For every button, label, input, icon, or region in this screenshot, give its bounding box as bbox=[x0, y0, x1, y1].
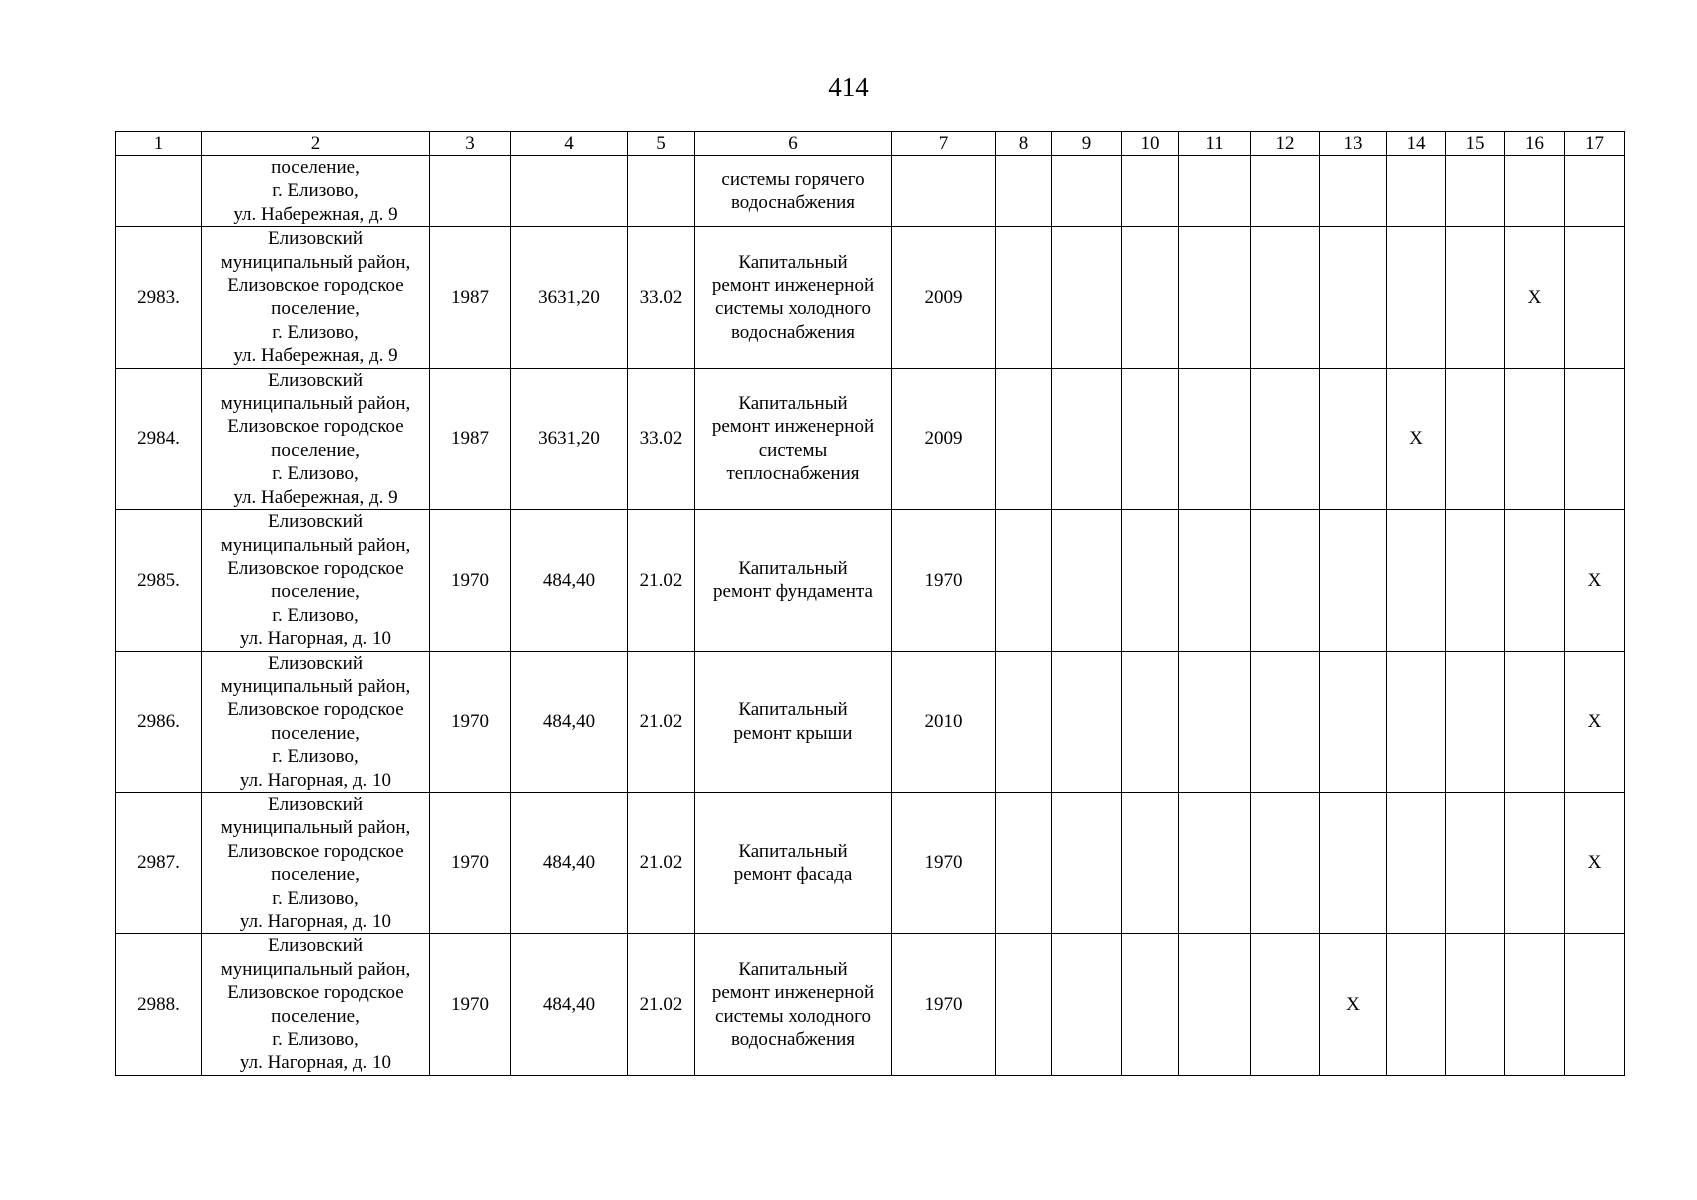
mark-cell: X bbox=[1565, 510, 1625, 651]
repair-year-cell bbox=[892, 156, 996, 227]
mark-cell bbox=[996, 227, 1052, 368]
year-built-cell: 1970 bbox=[430, 510, 511, 651]
mark-cell bbox=[1387, 510, 1446, 651]
mark-cell bbox=[996, 368, 1052, 509]
mark-cell bbox=[1179, 510, 1251, 651]
area-cell: 3631,20 bbox=[511, 227, 628, 368]
address-cell: поселение, г. Елизово, ул. Набережная, д. 9 bbox=[202, 156, 430, 227]
mark-cell bbox=[1179, 156, 1251, 227]
mark-cell bbox=[1505, 156, 1565, 227]
mark-cell bbox=[1052, 792, 1122, 933]
mark-cell bbox=[1320, 156, 1387, 227]
work-type-cell: системы горячего водоснабжения bbox=[695, 156, 892, 227]
mark-cell bbox=[1505, 792, 1565, 933]
data-rows bbox=[116, 227, 1625, 1076]
mark-cell bbox=[1122, 510, 1179, 651]
address-cell: Елизовский муниципальный район, Елизовское городское поселение, г. Елизово, ул. Набережная, д. 9 bbox=[202, 368, 430, 509]
code-cell: 21.02 bbox=[628, 792, 695, 933]
code-cell: 21.02 bbox=[628, 510, 695, 651]
work-type-cell: Капитальный ремонт крыши bbox=[695, 651, 892, 792]
mark-cell bbox=[1505, 368, 1565, 509]
code-cell: 33.02 bbox=[628, 227, 695, 368]
mark-cell bbox=[1251, 156, 1320, 227]
column-header: 5 bbox=[628, 132, 695, 156]
year-built-cell: 1970 bbox=[430, 651, 511, 792]
mark-cell bbox=[1565, 156, 1625, 227]
mark-cell bbox=[1251, 934, 1320, 1075]
mark-cell bbox=[1251, 510, 1320, 651]
table-row bbox=[116, 368, 1625, 509]
row-number-cell: 2986. bbox=[116, 651, 202, 792]
mark-cell bbox=[1387, 156, 1446, 227]
mark-cell: X bbox=[1565, 651, 1625, 792]
column-header: 1 bbox=[116, 132, 202, 156]
mark-cell bbox=[1505, 651, 1565, 792]
mark-cell bbox=[1446, 227, 1505, 368]
mark-cell bbox=[1505, 934, 1565, 1075]
column-header: 6 bbox=[695, 132, 892, 156]
column-header: 2 bbox=[202, 132, 430, 156]
mark-cell bbox=[1122, 792, 1179, 933]
mark-cell bbox=[1251, 227, 1320, 368]
column-header: 17 bbox=[1565, 132, 1625, 156]
mark-cell bbox=[1446, 934, 1505, 1075]
mark-cell bbox=[1052, 510, 1122, 651]
repair-year-cell: 2009 bbox=[892, 227, 996, 368]
column-header: 12 bbox=[1251, 132, 1320, 156]
column-header: 8 bbox=[996, 132, 1052, 156]
area-cell: 3631,20 bbox=[511, 368, 628, 509]
row-number-cell: 2984. bbox=[116, 368, 202, 509]
code-cell: 33.02 bbox=[628, 368, 695, 509]
mark-cell bbox=[1122, 368, 1179, 509]
table-row bbox=[116, 227, 1625, 368]
work-type-cell: Капитальный ремонт фасада bbox=[695, 792, 892, 933]
column-header: 4 bbox=[511, 132, 628, 156]
mark-cell bbox=[996, 156, 1052, 227]
mark-cell bbox=[1179, 934, 1251, 1075]
row-number-cell: 2983. bbox=[116, 227, 202, 368]
mark-cell bbox=[996, 934, 1052, 1075]
address-cell: Елизовский муниципальный район, Елизовское городское поселение, г. Елизово, ул. Нагорная, д. 10 bbox=[202, 934, 430, 1075]
work-type-cell: Капитальный ремонт фундамента bbox=[695, 510, 892, 651]
repair-year-cell: 1970 bbox=[892, 510, 996, 651]
mark-cell bbox=[1320, 792, 1387, 933]
mark-cell bbox=[1251, 368, 1320, 509]
area-cell: 484,40 bbox=[511, 510, 628, 651]
mark-cell: X bbox=[1387, 368, 1446, 509]
table-row bbox=[116, 510, 1625, 651]
code-cell: 21.02 bbox=[628, 651, 695, 792]
code-cell: 21.02 bbox=[628, 934, 695, 1075]
mark-cell bbox=[1122, 227, 1179, 368]
mark-cell bbox=[1565, 934, 1625, 1075]
mark-cell bbox=[1052, 934, 1122, 1075]
mark-cell bbox=[1251, 792, 1320, 933]
column-header: 15 bbox=[1446, 132, 1505, 156]
column-header: 3 bbox=[430, 132, 511, 156]
row-number-cell: 2987. bbox=[116, 792, 202, 933]
mark-cell bbox=[996, 792, 1052, 933]
register-table bbox=[115, 131, 1625, 1076]
mark-cell bbox=[1387, 792, 1446, 933]
area-cell bbox=[511, 156, 628, 227]
mark-cell bbox=[1387, 227, 1446, 368]
year-built-cell: 1970 bbox=[430, 792, 511, 933]
area-cell: 484,40 bbox=[511, 934, 628, 1075]
mark-cell bbox=[1320, 368, 1387, 509]
mark-cell bbox=[1387, 651, 1446, 792]
mark-cell bbox=[1052, 368, 1122, 509]
address-cell: Елизовский муниципальный район, Елизовское городское поселение, г. Елизово, ул. Нагорная, д. 10 bbox=[202, 651, 430, 792]
mark-cell bbox=[1179, 792, 1251, 933]
mark-cell bbox=[1320, 510, 1387, 651]
mark-cell bbox=[1122, 156, 1179, 227]
year-built-cell: 1987 bbox=[430, 227, 511, 368]
repair-year-cell: 2010 bbox=[892, 651, 996, 792]
mark-cell bbox=[1446, 156, 1505, 227]
row-number-cell: 2985. bbox=[116, 510, 202, 651]
column-header: 11 bbox=[1179, 132, 1251, 156]
continuation-row bbox=[116, 156, 1625, 227]
mark-cell bbox=[1320, 227, 1387, 368]
column-header: 14 bbox=[1387, 132, 1446, 156]
address-cell: Елизовский муниципальный район, Елизовское городское поселение, г. Елизово, ул. Нагорная, д. 10 bbox=[202, 792, 430, 933]
address-cell: Елизовский муниципальный район, Елизовское городское поселение, г. Елизово, ул. Нагорная, д. 10 bbox=[202, 510, 430, 651]
mark-cell bbox=[1052, 227, 1122, 368]
mark-cell: X bbox=[1505, 227, 1565, 368]
mark-cell bbox=[1565, 368, 1625, 509]
row-number-cell bbox=[116, 156, 202, 227]
mark-cell bbox=[1565, 227, 1625, 368]
year-built-cell: 1987 bbox=[430, 368, 511, 509]
work-type-cell: Капитальный ремонт инженерной системы теплоснабжения bbox=[695, 368, 892, 509]
table-row bbox=[116, 934, 1625, 1075]
address-cell: Елизовский муниципальный район, Елизовское городское поселение, г. Елизово, ул. Набережная, д. 9 bbox=[202, 227, 430, 368]
work-type-cell: Капитальный ремонт инженерной системы холодного водоснабжения bbox=[695, 934, 892, 1075]
repair-year-cell: 1970 bbox=[892, 934, 996, 1075]
mark-cell bbox=[1446, 368, 1505, 509]
mark-cell bbox=[1179, 368, 1251, 509]
repair-year-cell: 2009 bbox=[892, 368, 996, 509]
column-number-row bbox=[116, 132, 1625, 156]
column-header: 9 bbox=[1052, 132, 1122, 156]
mark-cell bbox=[1179, 651, 1251, 792]
table-row bbox=[116, 651, 1625, 792]
mark-cell bbox=[1446, 651, 1505, 792]
row-number-cell: 2988. bbox=[116, 934, 202, 1075]
column-header: 13 bbox=[1320, 132, 1387, 156]
mark-cell: X bbox=[1565, 792, 1625, 933]
work-type-cell: Капитальный ремонт инженерной системы холодного водоснабжения bbox=[695, 227, 892, 368]
column-header: 7 bbox=[892, 132, 996, 156]
mark-cell bbox=[996, 510, 1052, 651]
column-header: 10 bbox=[1122, 132, 1179, 156]
mark-cell bbox=[996, 651, 1052, 792]
year-built-cell bbox=[430, 156, 511, 227]
mark-cell: X bbox=[1320, 934, 1387, 1075]
mark-cell bbox=[1052, 651, 1122, 792]
area-cell: 484,40 bbox=[511, 792, 628, 933]
mark-cell bbox=[1446, 510, 1505, 651]
mark-cell bbox=[1052, 156, 1122, 227]
repair-year-cell: 1970 bbox=[892, 792, 996, 933]
area-cell: 484,40 bbox=[511, 651, 628, 792]
mark-cell bbox=[1122, 934, 1179, 1075]
mark-cell bbox=[1505, 510, 1565, 651]
mark-cell bbox=[1122, 651, 1179, 792]
mark-cell bbox=[1446, 792, 1505, 933]
page-number: 414 bbox=[828, 72, 869, 102]
mark-cell bbox=[1179, 227, 1251, 368]
table-row bbox=[116, 792, 1625, 933]
mark-cell bbox=[1387, 934, 1446, 1075]
column-header: 16 bbox=[1505, 132, 1565, 156]
mark-cell bbox=[1251, 651, 1320, 792]
year-built-cell: 1970 bbox=[430, 934, 511, 1075]
code-cell bbox=[628, 156, 695, 227]
mark-cell bbox=[1320, 651, 1387, 792]
